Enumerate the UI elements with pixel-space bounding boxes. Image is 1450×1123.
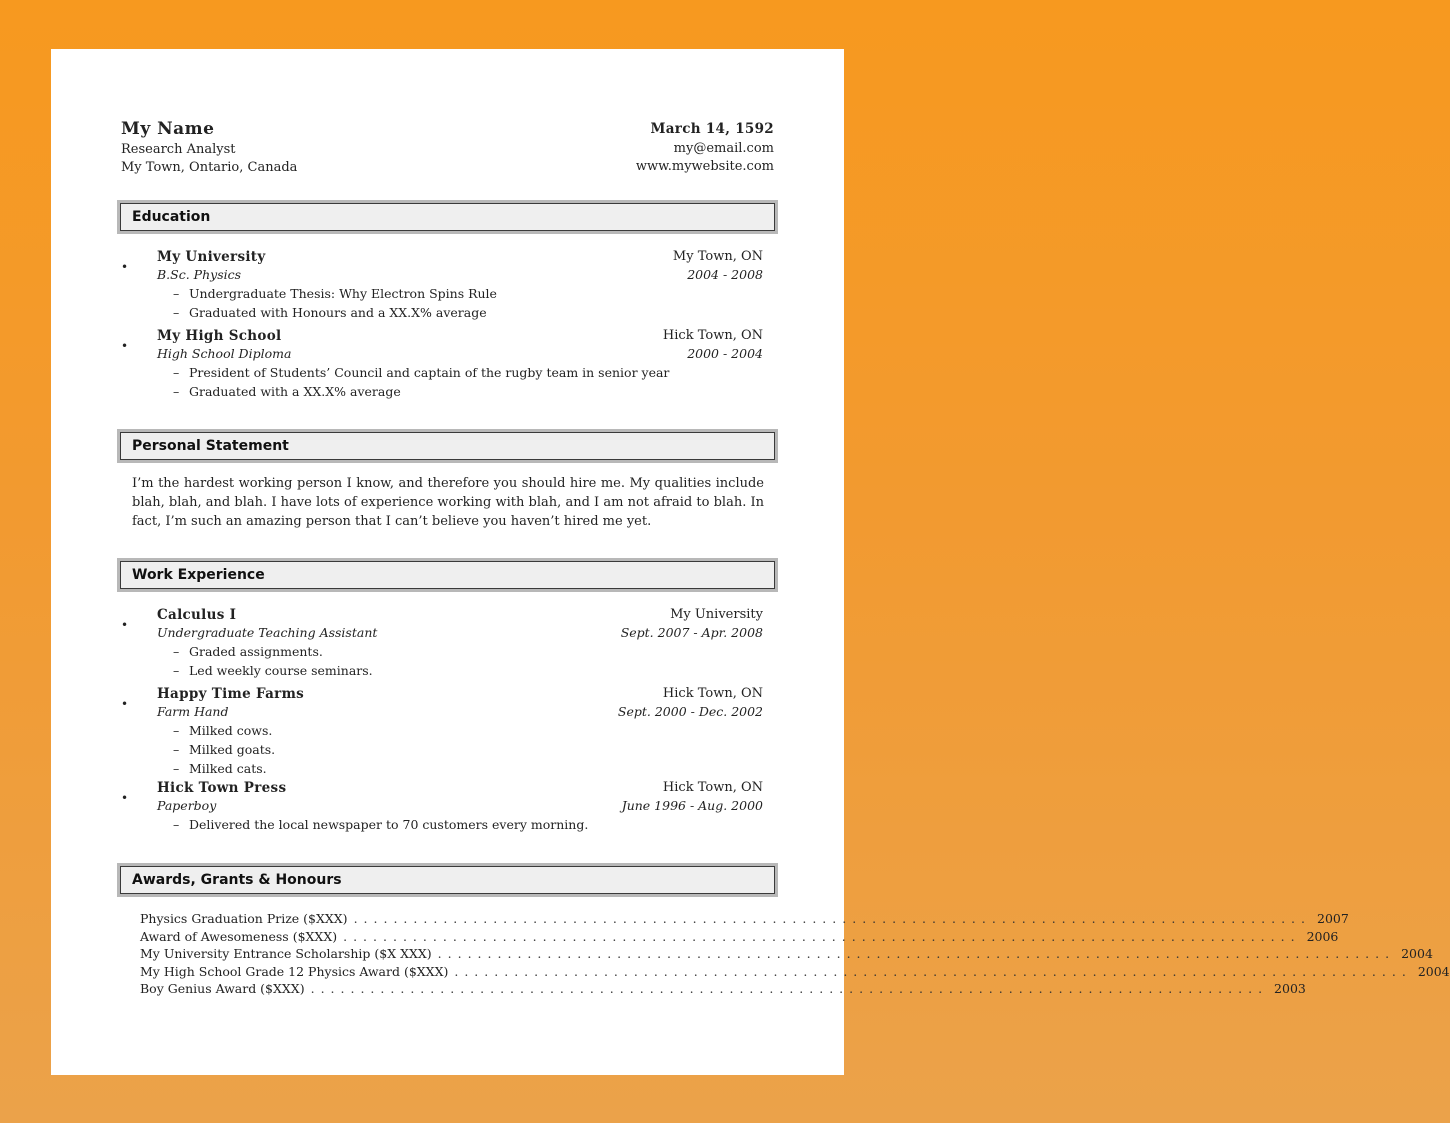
dates: 2004 - 2008 bbox=[687, 267, 763, 282]
detail-item: – Undergraduate Thesis: Why Electron Spins Rule bbox=[173, 286, 497, 301]
detail-item: – Led weekly course seminars. bbox=[173, 663, 373, 678]
bullet: • bbox=[121, 791, 129, 805]
award-item: Boy Genius Award ($XXX) ................................................................................................ 2003 bbox=[140, 981, 1306, 996]
award-item: Award of Awesomeness ($XXX) ................................................................................................ 2006 bbox=[140, 928, 1339, 944]
header-right bbox=[636, 121, 774, 176]
bullet: • bbox=[121, 618, 129, 632]
section-title-awards: Awards, Grants & Honours bbox=[120, 866, 775, 894]
bullet: • bbox=[121, 697, 129, 711]
section-title-education: Education bbox=[120, 203, 775, 231]
awards-list bbox=[140, 910, 1450, 998]
award-item: Physics Graduation Prize ($XXX) ................................................................................................ 2007 bbox=[140, 911, 1349, 926]
job-role: Undergraduate Teaching Assistant bbox=[157, 625, 378, 640]
resume-page bbox=[51, 49, 1450, 1075]
institution-place: Hick Town, ON bbox=[662, 328, 763, 343]
section-header-awards bbox=[117, 863, 778, 897]
education-entry bbox=[121, 327, 763, 401]
job-name: Hick Town Press bbox=[157, 780, 287, 796]
website-url: www.mywebsite.com bbox=[635, 159, 774, 174]
email-address: my@email.com bbox=[673, 141, 774, 156]
institution-name: My University bbox=[157, 249, 266, 265]
applicant-name: My Name bbox=[121, 119, 215, 139]
job-role: Paperboy bbox=[157, 798, 217, 813]
institution-place: My Town, ON bbox=[672, 249, 763, 264]
dates: Sept. 2000 - Dec. 2002 bbox=[617, 704, 763, 719]
job-role: Farm Hand bbox=[157, 704, 229, 719]
applicant-location: My Town, Ontario, Canada bbox=[121, 160, 298, 175]
job-place: Hick Town, ON bbox=[662, 780, 763, 795]
job-place: My University bbox=[670, 607, 763, 622]
detail-item: – Milked cats. bbox=[173, 761, 267, 776]
degree: B.Sc. Physics bbox=[157, 267, 242, 282]
detail-item: – Delivered the local newspaper to 70 customers every morning. bbox=[173, 817, 589, 832]
dates: June 1996 - Aug. 2000 bbox=[621, 798, 763, 813]
section-header-work bbox=[117, 558, 778, 592]
header-left bbox=[121, 119, 297, 177]
detail-item: – Graded assignments. bbox=[173, 644, 323, 659]
section-title-work: Work Experience bbox=[120, 561, 775, 589]
section-title-statement: Personal Statement bbox=[120, 432, 775, 460]
job-place: Hick Town, ON bbox=[662, 686, 763, 701]
award-item: My University Entrance Scholarship ($X XXX) ................................................................................................ 2004 bbox=[140, 946, 1433, 961]
detail-item: – Graduated with a XX.X% average bbox=[173, 384, 401, 399]
degree: High School Diploma bbox=[157, 346, 292, 361]
applicant-title: Research Analyst bbox=[121, 142, 236, 157]
dates: Sept. 2007 - Apr. 2008 bbox=[620, 625, 763, 640]
detail-item: – President of Students’ Council and captain of the rugby team in senior year bbox=[173, 365, 670, 380]
resume-date: March 14, 1592 bbox=[650, 121, 774, 137]
work-entry bbox=[121, 685, 763, 778]
institution-name: My High School bbox=[157, 328, 282, 344]
detail-item: – Milked cows. bbox=[173, 723, 273, 738]
section-header-statement bbox=[117, 429, 778, 463]
award-item: My High School Grade 12 Physics Award ($XXX) ................................................................................................ 2004 bbox=[140, 963, 1450, 979]
work-entry bbox=[121, 606, 763, 680]
bullet: • bbox=[121, 260, 129, 274]
detail-item: – Milked goats. bbox=[173, 742, 276, 757]
work-entry bbox=[121, 779, 763, 834]
personal-statement-text: I’m the hardest working person I know, and therefore you should hire me. My qualities include blah, blah, and blah. I have lots of experience working with blah, and I am not afraid to blah. In fact, I’m such an amazing person that I can’t believe you haven’t hired me yet. bbox=[132, 476, 764, 529]
bullet: • bbox=[121, 339, 129, 353]
section-header-education bbox=[117, 200, 778, 234]
detail-item: – Graduated with Honours and a XX.X% average bbox=[173, 305, 487, 320]
job-name: Happy Time Farms bbox=[157, 686, 305, 702]
dates: 2000 - 2004 bbox=[687, 346, 763, 361]
job-name: Calculus I bbox=[157, 607, 237, 623]
education-entry bbox=[121, 248, 763, 322]
